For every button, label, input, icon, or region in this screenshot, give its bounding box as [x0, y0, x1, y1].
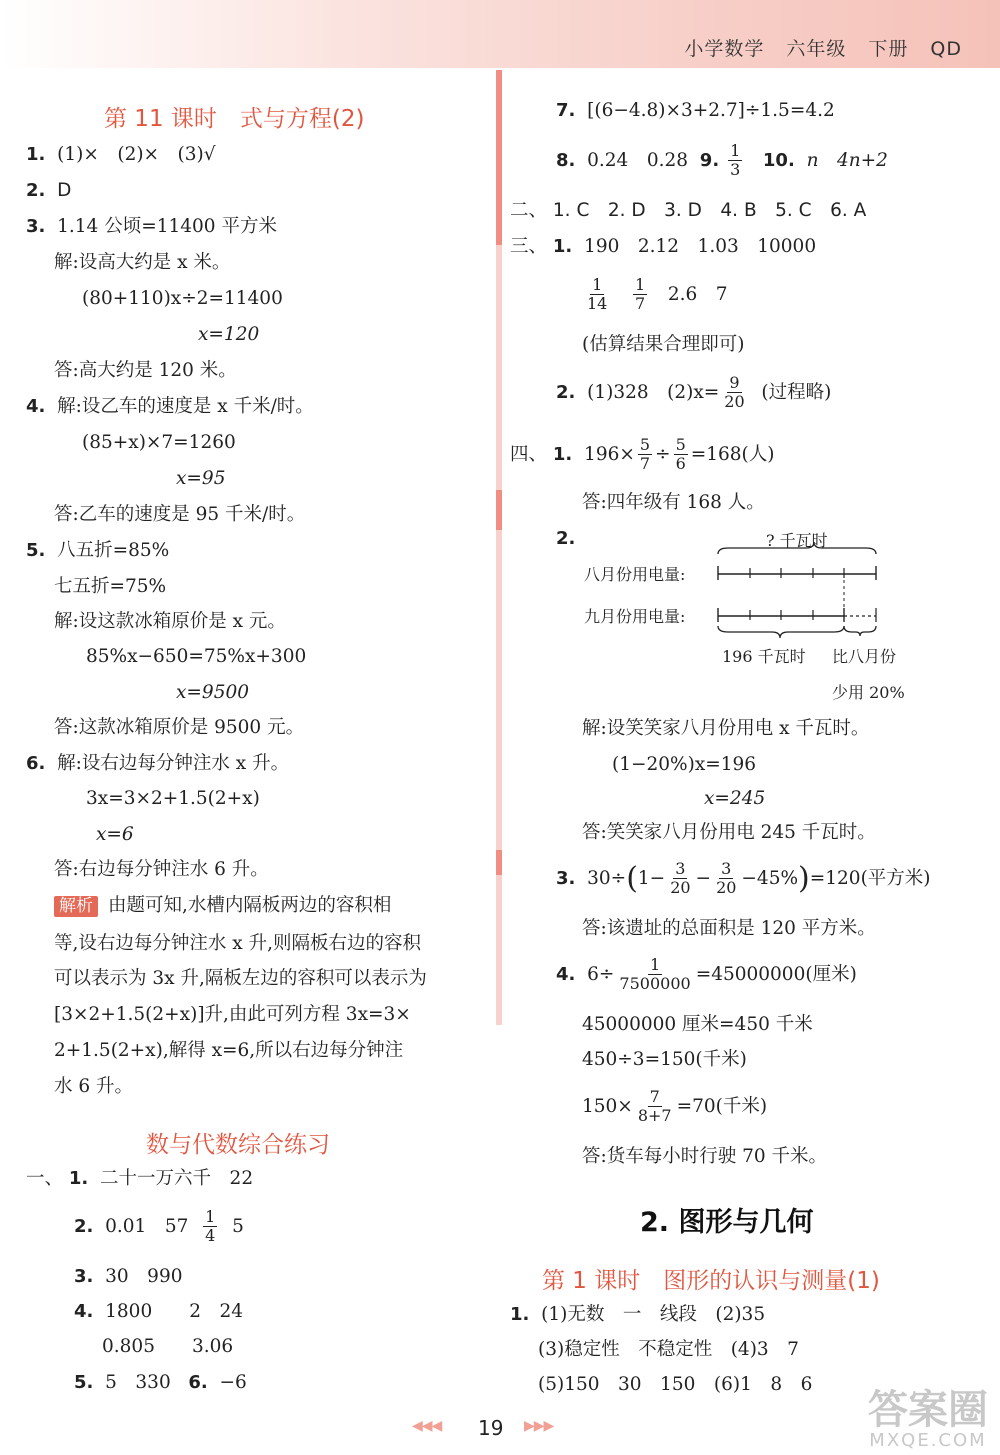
column-divider [496, 70, 502, 1025]
answer-7: 7. [(6−4.8)×3+2.7]÷1.5=4.2 [556, 100, 835, 121]
fraction: $\frac{7}{8+7}$ [637, 1087, 672, 1126]
part-4-2-answer: 答:笑笑家八月份用电 245 千瓦时。 [582, 822, 876, 843]
fraction: $\frac{1}{14}$ [587, 275, 608, 314]
answer-3-step: 解:设高大约是 x 米。 [54, 252, 231, 273]
part-4-3-answer: 答:该遗址的总面积是 120 平方米。 [582, 918, 876, 939]
prev-arrows-icon: ◀◀◀ [412, 1418, 442, 1434]
analysis-line-5: 2+1.5(2+x),解得 x=6,所以右边每分钟注 [54, 1040, 404, 1061]
analysis-line-1: 解析 由题可知,水槽内隔板两边的容积相 [54, 896, 391, 917]
page-number: 19 [478, 1416, 504, 1440]
part-2-answers: 二、 1. C 2. D 3. D 4. B 5. C 6. A [510, 200, 867, 221]
part-3-1c: (估算结果合理即可) [582, 334, 745, 355]
answer-5-final: 答:这款冰箱原价是 9500 元。 [54, 717, 305, 738]
part-4-4c: 450÷3=150(千米) [582, 1049, 747, 1070]
answer-5-eq: 85%x−650=75%x+300 [86, 646, 307, 667]
answer-4: 4. 解:设乙车的速度是 x 千米/时。 [26, 396, 314, 417]
review-1: 一、 1. 二十一万六千 22 [26, 1168, 254, 1189]
review-2: 2. 0.01 57 $\frac{1}{4}$ 5 [74, 1207, 244, 1246]
fraction: $\frac{9}{20}$ [724, 373, 745, 412]
answer-3: 3. 1.14 公顷=11400 平方米 [26, 216, 277, 237]
answer-5-step: 解:设这款冰箱原价是 x 元。 [54, 611, 286, 632]
diagram-bottom-left-label: 196 千瓦时 [722, 647, 806, 666]
header-info [662, 34, 962, 61]
part-4-2-eq: (1−20%)x=196 [612, 754, 757, 775]
answer-1: 1. (1)× (2)× (3)√ [26, 144, 216, 165]
review-3: 3. 30 990 [74, 1266, 183, 1287]
analysis-line-6: 水 6 升。 [54, 1076, 134, 1097]
lesson-title-11: 第 11 课时 式与方程(2) [104, 106, 365, 132]
answer-3-eq: (80+110)x÷2=11400 [82, 288, 283, 309]
part-4-4d: 150× $\frac{7}{8+7}$ =70(千米) [582, 1087, 768, 1126]
chapter-title: 2. 图形与几何 [640, 1207, 814, 1238]
part-4-1: 四、 1. 196× $\frac{5}{7}$ ÷ $\frac{5}{6}$ =168(人) [510, 435, 775, 474]
answer-5-result: x=9500 [176, 682, 250, 703]
answer-6-eq: 3x=3×2+1.5(2+x) [86, 788, 260, 809]
answer-6-result: x=6 [96, 824, 134, 845]
answer-3-final: 答:高大约是 120 米。 [54, 360, 237, 381]
part-4-2: 2. [556, 528, 576, 549]
review-4b: 0.805 3.06 [102, 1336, 234, 1357]
answer-3-result: x=120 [198, 324, 260, 345]
fraction: $\frac{1}{7500000}$ [619, 955, 691, 994]
part-3-1: 三、 1. 190 2.12 1.03 10000 [510, 236, 817, 257]
analysis-tag: 解析 [54, 896, 98, 917]
lesson-title-1: 第 1 课时 图形的认识与测量(1) [542, 1268, 880, 1294]
review-4: 4. 1800 2 24 [74, 1301, 244, 1322]
part-4-2-step: 解:设笑笑家八月份用电 x 千瓦时。 [582, 718, 870, 739]
diagram-top-label: ? 千瓦时 [766, 531, 828, 550]
fraction: $\frac{1}{4}$ [205, 1207, 216, 1246]
header-edition: QD [930, 38, 962, 60]
part-4-2-result: x=245 [704, 788, 766, 809]
answer-4-final: 答:乙车的速度是 95 千米/时。 [54, 504, 306, 525]
fraction: $\frac{5}{7}$ [639, 435, 651, 474]
fraction: $\frac{5}{6}$ [675, 435, 686, 474]
fraction: $\frac{1}{7}$ [635, 275, 646, 314]
header-subject: 小学数学 [684, 38, 765, 60]
answer-6: 6. 解:设右边每分钟注水 x 升。 [26, 753, 290, 774]
geo-answer-1c: (5)150 30 150 (6)1 8 6 [538, 1374, 813, 1395]
answer-6-final: 答:右边每分钟注水 6 升。 [54, 859, 269, 880]
answer-5: 5. 八五折=85% [26, 540, 170, 561]
analysis-line-3: 可以表示为 3x 升,隔板左边的容积可以表示为 [54, 968, 427, 989]
part-4-1-answer: 答:四年级有 168 人。 [582, 492, 765, 513]
answer-8-10: 8. 0.24 0.28 9. $\frac{1}{3}$ 10. n 4n+2 [556, 141, 888, 180]
part-4-4-answer: 答:货车每小时行驶 70 千米。 [582, 1146, 828, 1167]
part-3-1b: $\frac{1}{14}$ $\frac{1}{7}$ 2.6 7 [587, 275, 728, 314]
answer-2: 2. D [26, 180, 72, 201]
answer-4-result: x=95 [176, 468, 226, 489]
header-volume: 下册 [868, 38, 909, 60]
header-grade: 六年级 [786, 38, 847, 60]
answer-4-eq: (85+x)×7=1260 [82, 432, 236, 453]
fraction: $\frac{3}{20}$ [716, 859, 737, 898]
review-5-6: 5. 5 330 6. −6 [74, 1372, 247, 1393]
fraction: $\frac{1}{3}$ [730, 141, 741, 180]
part-3-2: 2. (1)328 (2)x= $\frac{9}{20}$ (过程略) [556, 373, 832, 412]
part-4-3: 3. 30÷ ( 1− $\frac{3}{20}$ − $\frac{3}{20}$ −45% ) =120(平方米) [556, 859, 931, 898]
next-arrows-icon: ▶▶▶ [524, 1418, 554, 1434]
analysis-line-2: 等,设右边每分钟注水 x 升,则隔板右边的容积 [54, 933, 421, 954]
watermark-logo: 答案圈 MXQE.COM [868, 1387, 988, 1451]
part-4-4b: 45000000 厘米=450 千米 [582, 1014, 813, 1035]
geo-answer-1: 1. (1)无数 一 线段 (2)35 [510, 1304, 766, 1325]
diagram-bottom-right-label-2: 少用 20% [832, 683, 905, 702]
diagram-aug-label: 八月份用电量: [584, 565, 686, 584]
geo-answer-1b: (3)稳定性 不稳定性 (4)3 7 [538, 1339, 799, 1360]
section-title-algebra: 数与代数综合练习 [146, 1132, 330, 1158]
diagram-sep-label: 九月份用电量: [584, 607, 686, 626]
fraction: $\frac{3}{20}$ [670, 859, 691, 898]
diagram-bottom-right-label: 比八月份 [832, 647, 897, 666]
answer-5-b: 七五折=75% [54, 576, 167, 597]
analysis-line-4: [3×2+1.5(2+x)]升,由此可列方程 3x=3× [54, 1004, 411, 1025]
part-4-4: 4. 6÷ $\frac{1}{7500000}$ =45000000(厘米) [556, 955, 857, 994]
segment-diagram [580, 528, 940, 708]
